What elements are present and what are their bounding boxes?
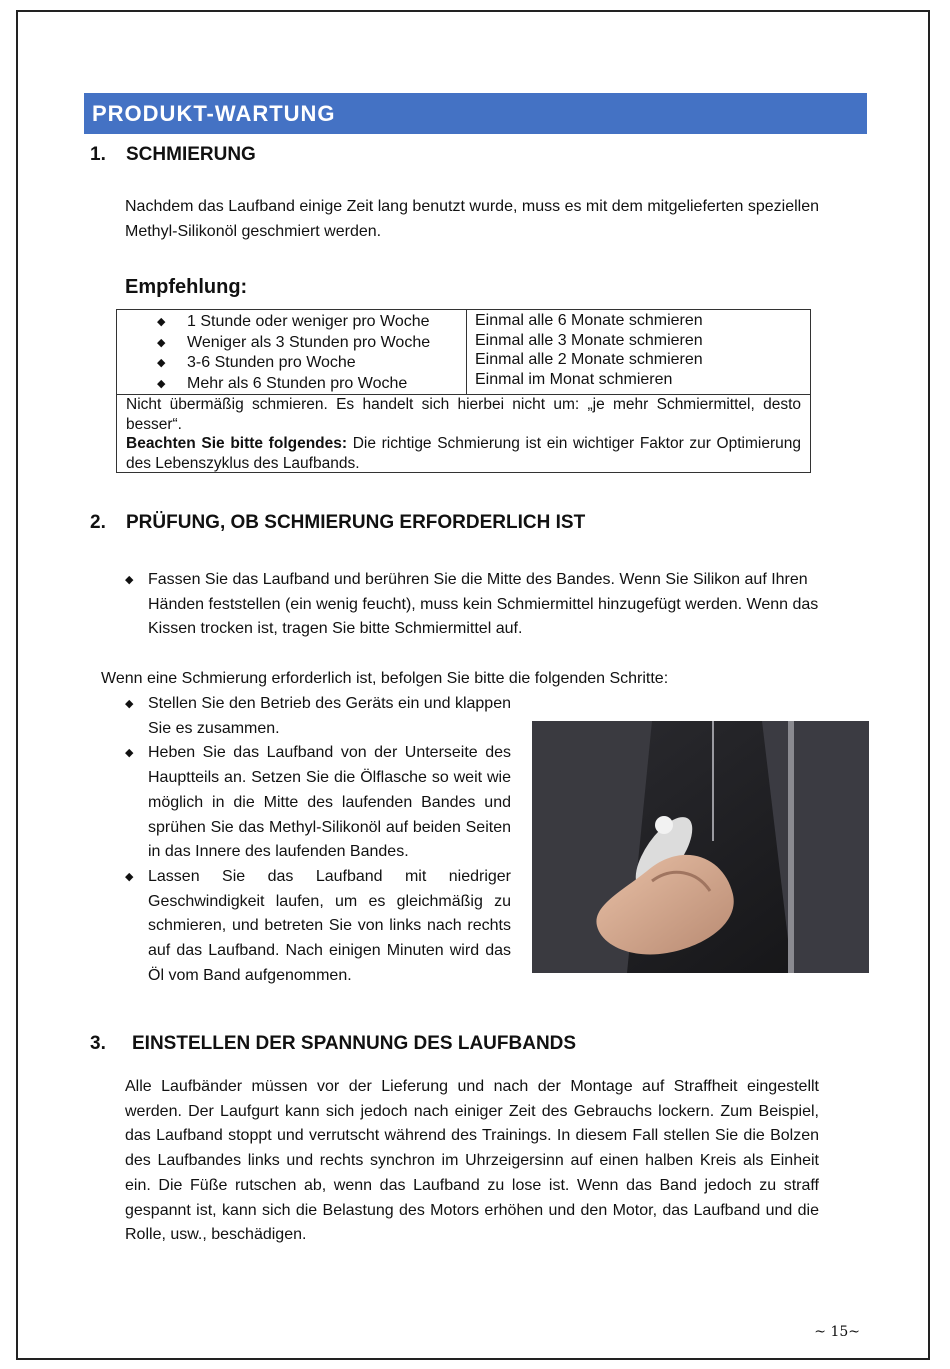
usage-item: ◆ 1 Stunde oder weniger pro Woche (157, 312, 430, 333)
interval-item: Einmal im Monat schmieren (475, 371, 673, 389)
interval-item: Einmal alle 3 Monate schmieren (475, 331, 703, 349)
section-3-heading (90, 1033, 576, 1055)
steps-list (125, 692, 511, 988)
section-3-title: EINSTELLEN DER SPANNUNG DES LAUFBANDS (132, 1033, 577, 1054)
attention-label: Beachten Sie bitte folgendes: (126, 435, 348, 452)
recommendation-table (116, 309, 811, 473)
lubrication-note (126, 395, 801, 473)
interval-list (475, 311, 703, 390)
section-2-heading (90, 512, 585, 534)
section-2-number: 2. (90, 512, 106, 533)
step-item: ◆ Heben Sie das Laufband von der Unterseite des Hauptteils an. Setzen Sie die Ölflasche so weit wie möglich in die Mitte des laufenden Bandes und sprühen Sie das Methyl-Silikonöl auf beiden Seiten in das Innere des laufenden Bandes. (125, 741, 511, 865)
step-item: ◆ Stellen Sie den Betrieb des Geräts ein und klappen Sie es zusammen. (125, 692, 511, 741)
section-2-title: PRÜFUNG, OB SCHMIERUNG ERFORDERLICH IST (126, 512, 586, 533)
lubrication-photo (532, 721, 869, 973)
usage-item: ◆ Weniger als 3 Stunden pro Woche (157, 333, 430, 354)
section-3-number: 3. (90, 1033, 106, 1054)
usage-item: ◆ 3-6 Stunden pro Woche (157, 353, 430, 374)
section-banner: PRODUKT-WARTUNG (84, 93, 867, 134)
step-item: ◆ Lassen Sie das Laufband mit niedriger Geschwindigkeit laufen, um es gleichmäßig zu schmieren, und betreten Sie von links nach rechts auf das Laufband. Nach einigen Minuten wird das Öl vom Band aufgenommen. (125, 865, 511, 989)
table-divider-vertical (466, 310, 467, 394)
attention-body: Die richtige Schmierung ist ein wichtiger Faktor zur Optimierung des Lebenszyklus des Laufbands. (126, 435, 801, 472)
attention-text (126, 434, 801, 473)
interval-item: Einmal alle 6 Monate schmieren (475, 312, 703, 329)
interval-item: Einmal alle 2 Monate schmieren (475, 351, 703, 369)
usage-item: ◆ Mehr als 6 Stunden pro Woche (157, 374, 430, 395)
overlubrication-warning: Nicht übermäßig schmieren. Es handelt sich hierbei nicht um: „je mehr Schmiermittel, desto besser“. (126, 396, 801, 433)
recommendation-label: Empfehlung: (125, 276, 248, 298)
section-3-text: Alle Laufbänder müssen vor der Lieferung und nach der Montage auf Straffheit eingestellt werden. Der Laufgurt kann sich jedoch nach einiger Zeit des Gebrauchs lockern. Zum Beispiel, das Laufband stoppt und verrutscht während des Trainings. In diesem Fall stellen Sie die Bolzen des Laufbandes links und rechts synchron im Uhrzeigersinn auf einen halben Kreis als Einheit ein. Die Füße rutschen ab, wenn das Laufband zu lose ist. Wenn das Band jedoch zu straff gespannt ist, kann sich die Belastung des Motors erhöhen und den Motor, das Laufband und die Rolle, usw., beschädigen. (125, 1078, 819, 1244)
hand-oil-bottle-illustration (532, 721, 869, 973)
section-1-heading (90, 144, 256, 166)
check-bullet: ◆ Fassen Sie das Laufband und berühren Sie die Mitte des Bandes. Wenn Sie Silikon auf Ihren Händen feststellen (ein wenig feucht), muss kein Schmiermittel hinzugefügt werden. Wenn das Kissen trocken ist, tragen Sie bitte Schmiermittel auf. (125, 568, 826, 642)
section-1-number: 1. (90, 144, 106, 165)
section-1-intro: Nachdem das Laufband einige Zeit lang benutzt wurde, muss es mit dem mitgelieferten speziellen Methyl-Silikonöl geschmiert werden. (125, 198, 819, 240)
section-1-title: SCHMIERUNG (126, 144, 256, 165)
steps-intro: Wenn eine Schmierung erforderlich ist, befolgen Sie bitte die folgenden Schritte: (101, 670, 669, 687)
usage-list (157, 312, 430, 395)
page-number: ~ 15~ (814, 1324, 860, 1340)
